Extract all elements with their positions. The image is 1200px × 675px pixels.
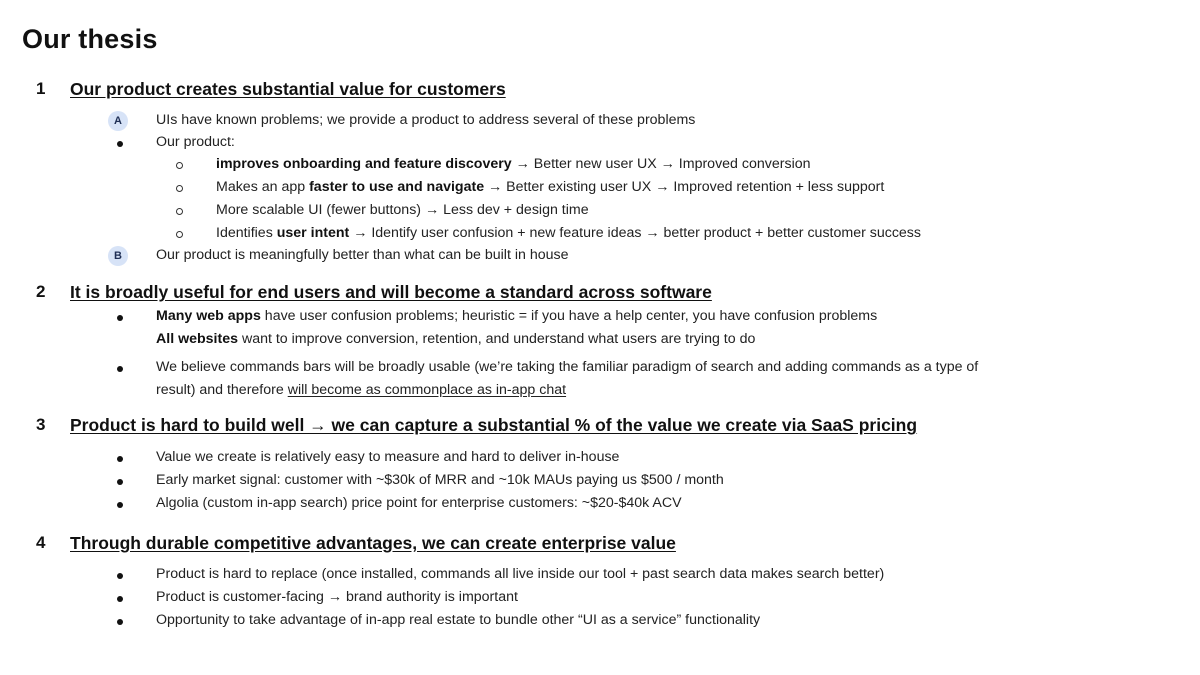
page-title: Our thesis bbox=[22, 24, 158, 54]
section-number: 2 bbox=[36, 282, 46, 301]
badge-a: A bbox=[108, 111, 128, 131]
bullet-icon bbox=[117, 502, 123, 508]
list-item: We believe commands bars will be broadly usable (we’re taking the familiar paradigm of search and adding commands as a type of bbox=[156, 359, 979, 375]
section-number: 4 bbox=[36, 533, 46, 552]
rest-text: → Better existing user UX → Improved retention + less support bbox=[484, 179, 885, 195]
section-number: 3 bbox=[36, 415, 46, 434]
list-item: Our product is meaningfully better than what can be built in house bbox=[156, 247, 569, 263]
list-item: Opportunity to take advantage of in-app real estate to bundle other “UI as a service” functionality bbox=[156, 612, 761, 628]
pre-text: Identifies bbox=[216, 225, 277, 241]
section-heading: Our product creates substantial value for customers bbox=[70, 79, 506, 99]
section-heading: Product is hard to build well → we can capture a substantial % of the value we create via SaaS pricing bbox=[70, 415, 918, 435]
bullet-icon bbox=[117, 141, 123, 147]
underlined-phrase: will become as commonplace as in-app chat bbox=[287, 382, 567, 398]
sub-list-item bbox=[216, 179, 884, 195]
section-heading: It is broadly useful for end users and will become a standard across software bbox=[70, 282, 712, 302]
bold-phrase: user intent bbox=[276, 225, 350, 241]
bullet-icon bbox=[117, 315, 123, 321]
bullet-icon bbox=[117, 479, 123, 485]
sub-bullet-icon bbox=[176, 231, 183, 238]
sub-list-item: More scalable UI (fewer buttons) → Less dev + design time bbox=[216, 202, 589, 218]
bold-phrase: faster to use and navigate bbox=[309, 179, 485, 195]
sub-bullet-icon bbox=[176, 162, 183, 169]
rest-text: → Better new user UX → Improved conversion bbox=[511, 156, 811, 172]
bullet-icon bbox=[117, 596, 123, 602]
badge-b: B bbox=[108, 246, 128, 266]
list-item bbox=[156, 331, 755, 347]
sub-list-item bbox=[216, 225, 921, 241]
section-number: 1 bbox=[36, 79, 46, 98]
bullet-icon bbox=[117, 573, 123, 579]
list-item: Value we create is relatively easy to measure and hard to deliver in-house bbox=[156, 449, 620, 465]
list-item: UIs have known problems; we provide a product to address several of these problems bbox=[156, 112, 696, 128]
sub-list-item bbox=[216, 156, 811, 172]
section-heading: Through durable competitive advantages, we can create enterprise value bbox=[70, 533, 676, 553]
bold-phrase: improves onboarding and feature discovery bbox=[216, 156, 512, 172]
sub-bullet-icon bbox=[176, 208, 183, 215]
bullet-icon bbox=[117, 456, 123, 462]
list-item: Product is hard to replace (once installed, commands all live inside our tool + past search data makes search better) bbox=[156, 566, 885, 582]
rest-text: have user confusion problems; heuristic = if you have a help center, you have confusion problems bbox=[260, 308, 878, 324]
bullet-icon bbox=[117, 366, 123, 372]
list-item: Early market signal: customer with ~$30k of MRR and ~10k MAUs paying us $500 / month bbox=[156, 472, 724, 488]
list-item: Our product: bbox=[156, 134, 235, 150]
sub-bullet-icon bbox=[176, 185, 183, 192]
rest-text: → Identify user confusion + new feature ideas → better product + better customer success bbox=[349, 225, 921, 241]
list-item: Product is customer-facing → brand authority is important bbox=[156, 589, 518, 605]
pre-text: result) and therefore bbox=[156, 382, 288, 398]
list-item: Algolia (custom in-app search) price point for enterprise customers: ~$20-$40k ACV bbox=[156, 495, 682, 511]
list-item bbox=[156, 308, 877, 324]
rest-text: want to improve conversion, retention, and understand what users are trying to do bbox=[238, 331, 756, 347]
list-item-continuation bbox=[156, 382, 566, 398]
bullet-icon bbox=[117, 619, 123, 625]
bold-phrase: Many web apps bbox=[156, 308, 261, 324]
pre-text: Makes an app bbox=[216, 179, 310, 195]
bold-phrase: All websites bbox=[156, 331, 239, 347]
